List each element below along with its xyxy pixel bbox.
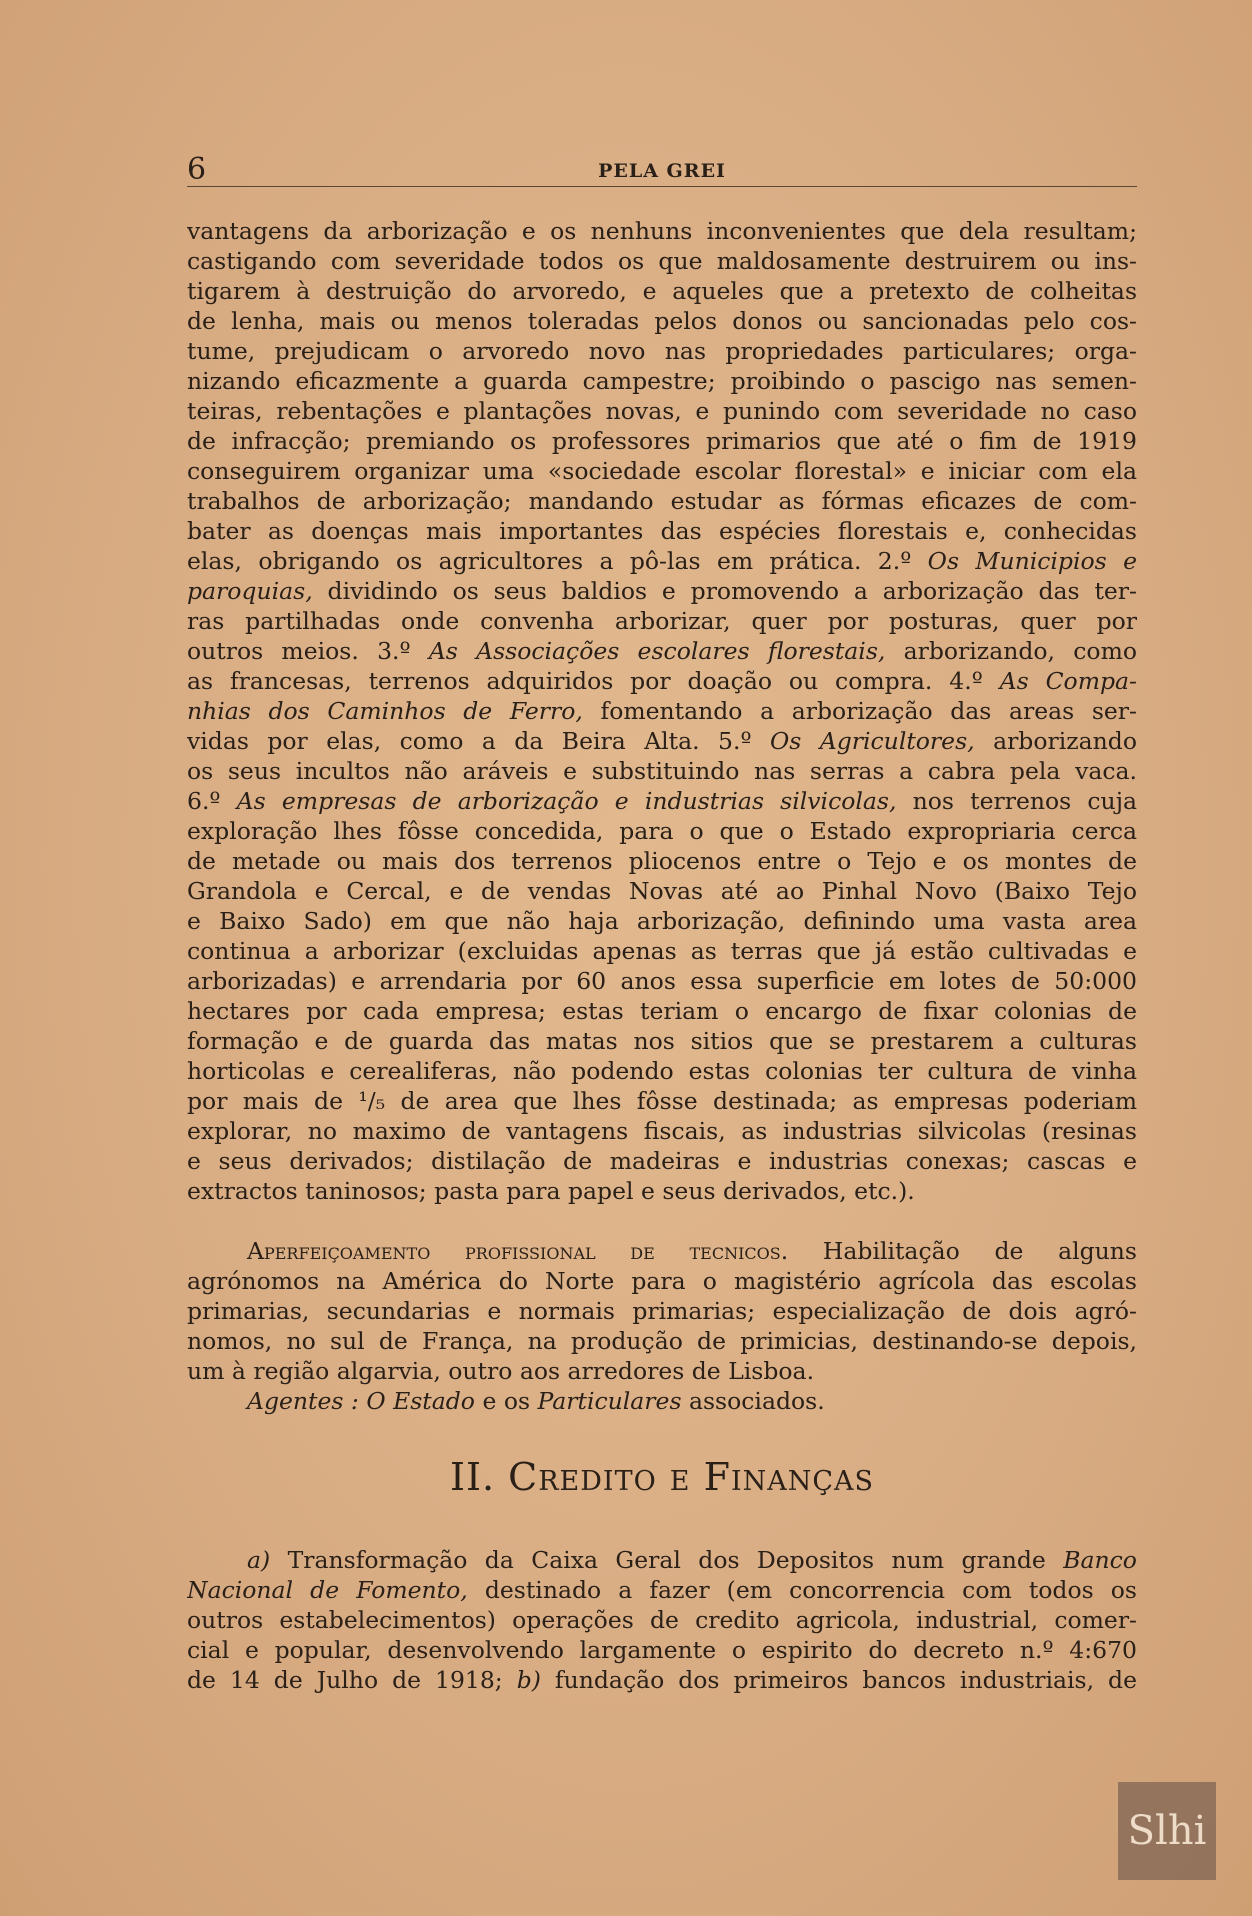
italic-span: Particulares — [537, 1387, 682, 1415]
library-watermark: Slhi — [1118, 1782, 1216, 1880]
text-line: continua a arborizar (excluidas apenas as terras que já estão cultivadas e — [187, 937, 1137, 965]
text-line: cial e popular, desenvolvendo largamente o espirito do decreto n.º 4:670 — [187, 1636, 1137, 1664]
text-line: nizando eficazmente a guarda campestre; proibindo o pascigo nas semen- — [187, 367, 1137, 395]
text-line: de infracção; premiando os professores primarios que até o fim de 1919 — [187, 427, 1137, 455]
text-span: outros meios. 3.º — [187, 637, 411, 665]
text-span: de 14 de Julho de 1918; — [187, 1666, 503, 1694]
text-line: de lenha, mais ou menos toleradas pelos donos ou sancionadas pelo cos- — [187, 307, 1137, 335]
text-line — [187, 696, 1137, 726]
italic-span: Banco — [1063, 1546, 1137, 1574]
text-line: primarias, secundarias e normais primarias; especialização de dois agró- — [187, 1297, 1137, 1325]
italic-span: Os Agricultores, — [769, 727, 975, 755]
text-line: conseguirem organizar uma «sociedade escolar florestal» e iniciar com ela — [187, 457, 1137, 485]
italic-span: nhias dos Caminhos de Ferro, — [187, 697, 583, 725]
italic-span: As empresas de arborização e industrias silvicolas, — [236, 787, 897, 815]
text-line: os seus incultos não aráveis e substituindo nas serras a cabra pela vaca. — [187, 757, 1137, 785]
text-span: e os — [482, 1387, 531, 1415]
text-line — [187, 1545, 1137, 1575]
text-line: hectares por cada empresa; estas teriam o encargo de fixar colonias de — [187, 997, 1137, 1025]
text-line: formação e de guarda das matas nos sitios que se prestarem a culturas — [187, 1027, 1137, 1055]
text-span: Habilitação de alguns — [822, 1237, 1137, 1265]
text-line: de metade ou mais dos terrenos pliocenos entre o Tejo e os montes de — [187, 847, 1137, 875]
item-label: b) — [516, 1666, 541, 1694]
text-line: outros estabelecimentos) operações de credito agricola, industrial, comer- — [187, 1606, 1137, 1634]
italic-span: Nacional de Fomento, — [187, 1576, 468, 1604]
italic-span: As Compa- — [999, 667, 1137, 695]
text-span: arborizando, como — [903, 637, 1137, 665]
text-span: fomentando a arborização das areas ser- — [600, 697, 1137, 725]
text-line: horticolas e cerealiferas, não podendo estas colonias ter cultura de vinha — [187, 1057, 1137, 1085]
text-line — [187, 1665, 1137, 1695]
text-line — [187, 636, 1137, 666]
italic-span: O Estado — [366, 1387, 475, 1415]
italic-span: As Associações escolares florestais, — [428, 637, 886, 665]
text-line — [187, 576, 1137, 606]
text-line — [187, 1575, 1137, 1605]
text-line: tume, prejudicam o arvoredo novo nas propriedades particulares; orga- — [187, 337, 1137, 365]
text-span: as francesas, terrenos adquiridos por doação ou compra. 4.º — [187, 667, 983, 695]
text-line: trabalhos de arborização; mandando estudar as fórmas eficazes de com- — [187, 487, 1137, 515]
text-span: vidas por elas, como a da Beira Alta. 5.º — [187, 727, 752, 755]
text-span: dividindo os seus baldios e promovendo a arborização das ter- — [327, 577, 1137, 605]
text-span: fundação dos primeiros bancos industriais, de — [554, 1666, 1137, 1694]
text-line: nomos, no sul de França, na produção de primicias, destinando-se depois, — [187, 1327, 1137, 1355]
text-line: por mais de ¹/₅ de area que lhes fôsse destinada; as empresas poderiam — [187, 1087, 1137, 1115]
body-paragraph-1 — [187, 216, 1137, 1416]
text-span: Transformação da Caixa Geral dos Depositos num grande — [287, 1546, 1046, 1574]
text-line: bater as doenças mais importantes das espécies florestais e, conhecidas — [187, 517, 1137, 545]
text-line: vantagens da arborização e os nenhuns inconvenientes que dela resultam; — [187, 217, 1137, 245]
text-line: Grandola e Cercal, e de vendas Novas até ao Pinhal Novo (Baixo Tejo — [187, 877, 1137, 905]
text-line: arborizadas) e arrendaria por 60 anos essa superficie em lotes de 50:000 — [187, 967, 1137, 995]
body-paragraph-3 — [187, 1545, 1137, 1695]
text-line — [187, 1236, 1137, 1266]
text-line — [187, 786, 1137, 816]
text-line — [187, 546, 1137, 576]
text-line: tigarem à destruição do arvoredo, e aqueles que a pretexto de colheitas — [187, 277, 1137, 305]
text-line: e Baixo Sado) em que não haja arborização, definindo uma vasta area — [187, 907, 1137, 935]
section-heading: II. Credito e Finanças — [449, 1455, 875, 1499]
text-line: castigando com severidade todos os que maldosamente destruirem ou ins- — [187, 247, 1137, 275]
text-line: exploração lhes fôsse concedida, para o que o Estado expropriaria cerca — [187, 817, 1137, 845]
italic-span: paroquias, — [187, 577, 313, 605]
item-label: a) — [247, 1546, 271, 1574]
text-line: um à região algarvia, outro aos arredores de Lisboa. — [187, 1357, 815, 1385]
text-line: agrónomos na América do Norte para o magistério agrícola das escolas — [187, 1267, 1137, 1295]
text-line — [187, 1386, 1137, 1416]
text-span: elas, obrigando os agricultores a pô-las em prática. 2.º — [187, 547, 912, 575]
text-span: nos terrenos cuja — [912, 787, 1137, 815]
text-line: teiras, rebentações e plantações novas, e punindo com severidade no caso — [187, 397, 1137, 425]
text-line: extractos taninosos; pasta para papel e seus derivados, etc.). — [187, 1177, 915, 1205]
text-span: associados. — [688, 1387, 825, 1415]
section-lead-in: Aperfeiçoamento profissional de tecnicos. — [247, 1237, 789, 1265]
italic-span: Agentes : — [247, 1387, 359, 1415]
text-span: destinado a fazer (em concorrencia com todos os — [484, 1576, 1137, 1604]
text-span: 6.º — [187, 787, 221, 815]
text-line: ras partilhadas onde convenha arborizar, quer por posturas, quer por — [187, 607, 1137, 635]
text-line — [187, 726, 1137, 756]
text-line: explorar, no maximo de vantagens fiscais, as industrias silvicolas (resinas — [187, 1117, 1137, 1145]
text-span: arborizando — [993, 727, 1137, 755]
italic-span: Os Municipios e — [927, 547, 1137, 575]
running-head — [187, 152, 1137, 187]
paragraph-gap — [187, 1206, 1137, 1236]
text-line — [187, 666, 1137, 696]
page-number: 6 — [187, 152, 207, 187]
text-line: e seus derivados; distilação de madeiras e industrias conexas; cascas e — [187, 1147, 1137, 1175]
running-title: PELA GREI — [598, 160, 726, 182]
